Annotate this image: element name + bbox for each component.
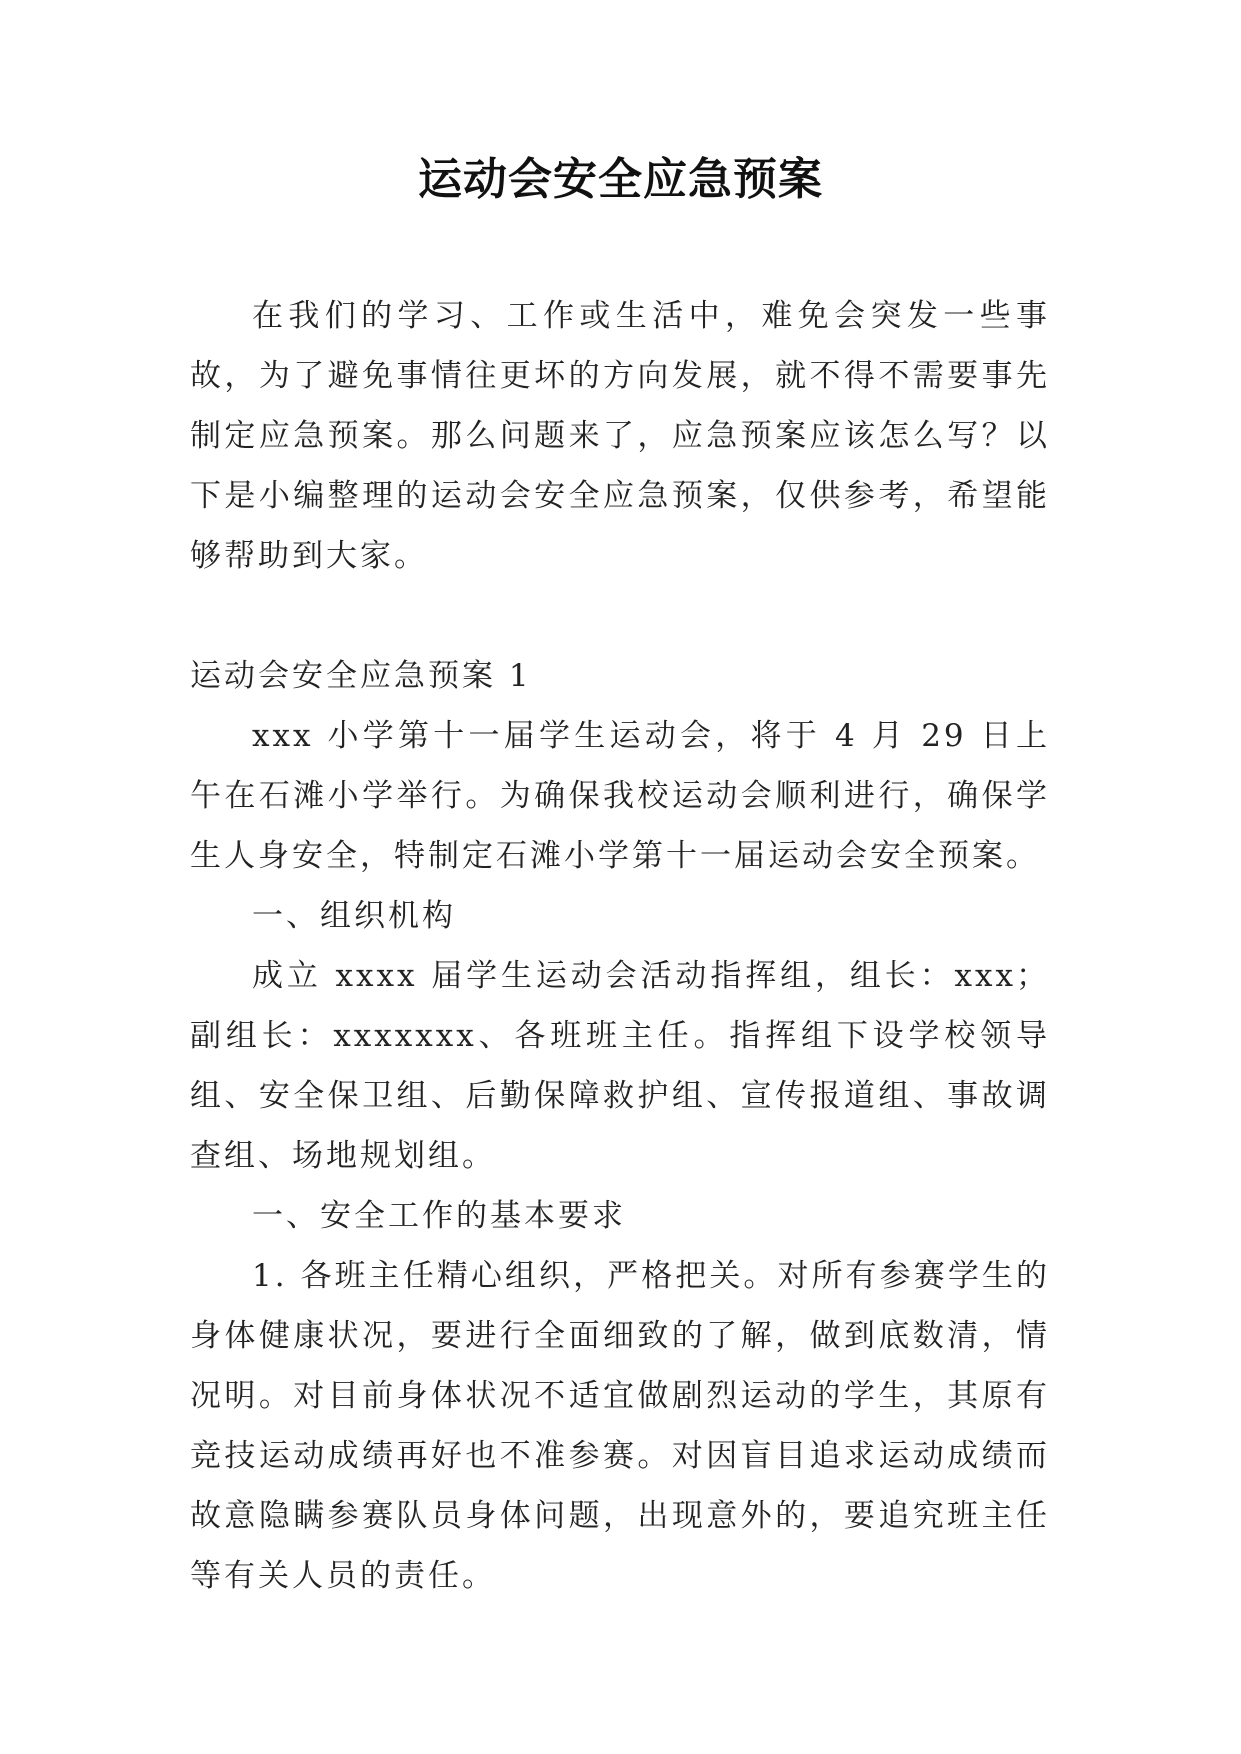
section-heading: 运动会安全应急预案 1 — [190, 658, 532, 694]
heading-organization: 一、组织机构 — [252, 898, 456, 934]
paragraph-safety-requirement-1: 1. 各班主任精心组织，严格把关。对所有参赛学生的身体健康状况，要进行全面细致的了解，做到底数清，情况明。对目前身体状况不适宜做剧烈运动的学生，其原有竞技运动成绩再好也不准参赛。对因盲目追求运动成绩而故意隐瞒参赛队员身体问题，出现意外的，要追究班主任等有关人员的责任。 — [190, 1258, 1050, 1594]
intro-paragraph: 在我们的学习、工作或生活中，难免会突发一些事故，为了避免事情往更坏的方向发展，就不得不需要事先制定应急预案。那么问题来了，应急预案应该怎么写？以下是小编整理的运动会安全应急预案，仅供参考，希望能够帮助到大家。 — [190, 298, 1050, 574]
document-body — [190, 286, 1050, 1606]
paragraph-event-info: xxx 小学第十一届学生运动会，将于 4 月 29 日上午在石滩小学举行。为确保我校运动会顺利进行，确保学生人身安全，特制定石滩小学第十一届运动会安全预案。 — [190, 718, 1050, 874]
heading-safety-requirements: 一、安全工作的基本要求 — [252, 1198, 626, 1234]
paragraph-organization: 成立 xxxx 届学生运动会活动指挥组，组长：xxx；副组长：xxxxxxx、各班班主任。指挥组下设学校领导组、安全保卫组、后勤保障救护组、宣传报道组、事故调查组、场地规划组。 — [190, 958, 1050, 1174]
document-title: 运动会安全应急预案 — [418, 154, 823, 205]
